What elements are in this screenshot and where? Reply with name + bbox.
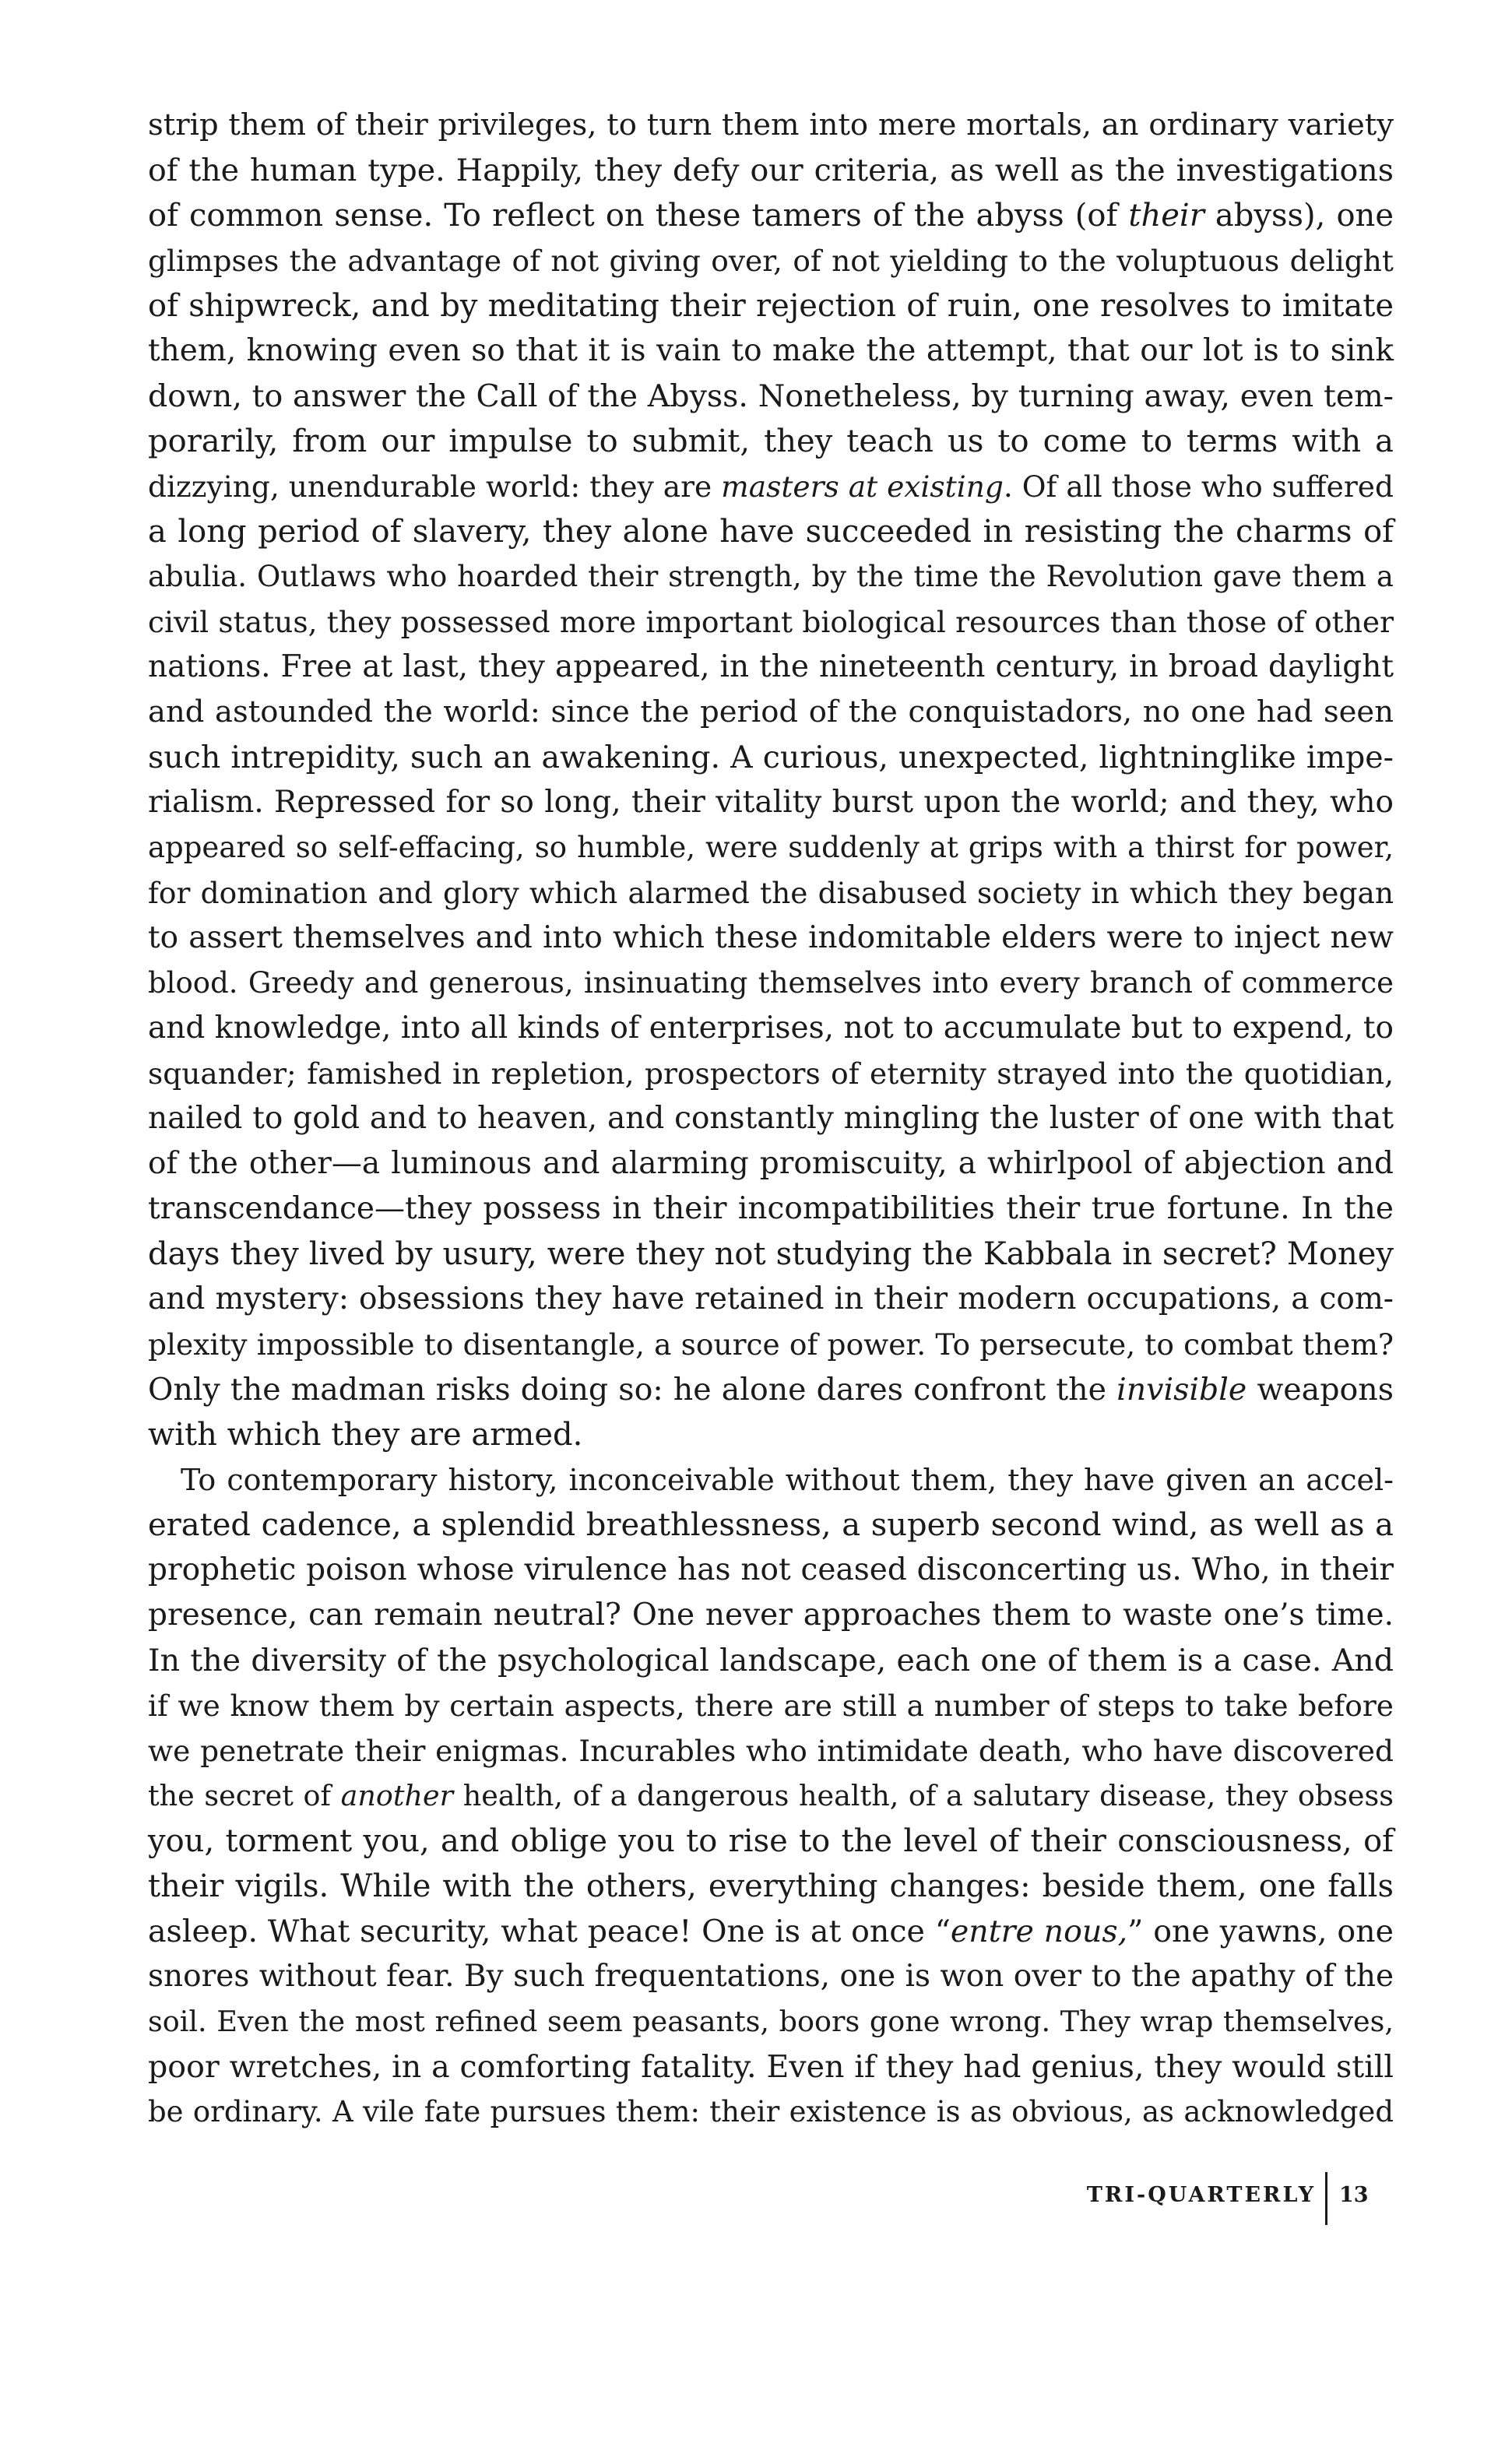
text-line: nailed to gold and to heaven, and constantly mingling the luster of one with that — [148, 1101, 1394, 1136]
text-line: nations. Free at last, they appeared, in the nineteenth century, in broad daylight — [148, 649, 1394, 684]
text-line: of the other—a luminous and alarming promiscuity, a whirlpool of abjection and — [148, 1146, 1394, 1181]
text-line-segment: dizzying, unendurable world: they are — [148, 469, 722, 504]
journal-title: TRI-QUARTERLY — [1086, 2183, 1316, 2207]
text-line-segment: ” one yawns, one — [1127, 1914, 1394, 1949]
text-line — [148, 1773, 1394, 1819]
text-line — [148, 193, 1394, 238]
text-line: transcendance—they possess in their incompatibilities their true fortune. In the — [148, 1191, 1394, 1226]
text-line: prophetic poison whose virulence has not ceased disconcerting us. Who, in their — [148, 1552, 1394, 1587]
text-line-segment: weapons — [1247, 1372, 1394, 1408]
text-line: with which they are armed. — [148, 1417, 583, 1453]
text-line: such intrepidity, such an awakening. A curious, unexpected, lightninglike impe- — [148, 740, 1394, 775]
text-line: and astounded the world: since the period of the conquistadors, no one had seen — [148, 694, 1394, 729]
text-line: squander; famished in repletion, prospectors of eternity strayed into the quotidian, — [148, 1056, 1394, 1091]
page-number: 13 — [1339, 2183, 1369, 2207]
text-line-segment: abyss), one — [1204, 198, 1394, 234]
text-line: rialism. Repressed for so long, their vitality burst upon the world; and they, who — [148, 785, 1394, 820]
text-line-segment: asleep. What security, what peace! One is at once “ — [148, 1914, 951, 1949]
text-line: erated cadence, a splendid breathlessness, a superb second wind, as well as a — [148, 1507, 1394, 1543]
text-line: appeared so self-effacing, so humble, were suddenly at grips with a thirst for power, — [148, 831, 1394, 864]
text-line — [148, 1367, 1394, 1412]
text-line: their vigils. While with the others, everything changes: beside them, one falls — [148, 1868, 1394, 1904]
text-line: soil. Even the most refined seem peasants, boors gone wrong. They wrap themselves, — [148, 2005, 1394, 2038]
text-line: and mystery: obsessions they have retained in their modern occupations, a com- — [148, 1281, 1394, 1316]
text-line: days they lived by usury, were they not studying the Kabbala in secret? Money — [148, 1236, 1394, 1272]
text-line: strip them of their privileges, to turn them into mere mortals, an ordinary variety — [148, 107, 1394, 142]
text-line-segment: the secret of — [148, 1779, 341, 1812]
text-line: civil status, they possessed more important biological resources than those of other — [148, 605, 1394, 639]
text-line: snores without fear. By such frequentations, one is won over to the apathy of the — [148, 1959, 1394, 1994]
italic-phrase: entre nous, — [950, 1914, 1128, 1949]
italic-phrase: masters at existing — [721, 469, 1004, 504]
text-line — [148, 464, 1394, 509]
text-line: down, to answer the Call of the Abyss. Nonetheless, by turning away, even tem- — [148, 378, 1394, 414]
text-line: we penetrate their enigmas. Incurables who intimidate death, who have discovered — [148, 1734, 1394, 1768]
italic-phrase: invisible — [1116, 1372, 1247, 1408]
text-line: of the human type. Happily, they defy our criteria, as well as the investigations — [148, 153, 1394, 188]
text-line: To contemporary history, inconceivable without them, they have given an accel- — [181, 1463, 1394, 1497]
text-line: them, knowing even so that it is vain to make the attempt, that our lot is to sink — [148, 333, 1394, 368]
text-line: and knowledge, into all kinds of enterprises, not to accumulate but to expend, to — [148, 1011, 1394, 1046]
text-line: abulia. Outlaws who hoarded their strength, by the time the Revolution gave them a — [148, 560, 1394, 593]
text-line: of shipwreck, and by meditating their rejection of ruin, one resolves to imitate — [148, 288, 1394, 324]
text-line: presence, can remain neutral? One never approaches them to waste one’s time. — [148, 1598, 1394, 1633]
text-line-segment: of common sense. To reflect on these tamers of the abyss (of — [148, 198, 1129, 234]
text-line-segment: health, of a dangerous health, of a salutary disease, they obsess — [453, 1779, 1394, 1812]
page-footer — [1036, 2172, 1394, 2228]
footer-divider — [1325, 2172, 1327, 2225]
text-line-segment: . Of all those who suffered — [1003, 469, 1394, 504]
text-line: for domination and glory which alarmed the disabused society in which they began — [148, 876, 1394, 910]
text-line: glimpses the advantage of not giving over, of not yielding to the voluptuous delight — [148, 244, 1394, 278]
text-line-segment: Only the madman risks doing so: he alone dares confront the — [148, 1372, 1117, 1408]
text-line: you, torment you, and oblige you to rise to the level of their consciousness, of — [148, 1823, 1394, 1859]
text-line: if we know them by certain aspects, there are still a number of steps to take before — [148, 1689, 1394, 1723]
text-line: In the diversity of the psychological landscape, each one of them is a case. And — [148, 1643, 1394, 1678]
text-line: be ordinary. A vile fate pursues them: their existence is as obvious, as acknowledged — [148, 2095, 1394, 2128]
italic-phrase: another — [340, 1779, 454, 1812]
text-line: a long period of slavery, they alone have succeeded in resisting the charms of — [148, 514, 1394, 550]
text-line: poor wretches, in a comforting fatality. Even if they had genius, they would still — [148, 2049, 1394, 2085]
text-line: plexity impossible to disentangle, a source of power. To persecute, to combat them? — [148, 1327, 1394, 1362]
text-line: blood. Greedy and generous, insinuating themselves into every branch of commerce — [148, 966, 1394, 1000]
text-line: porarily, from our impulse to submit, they teach us to come to terms with a — [148, 424, 1394, 459]
text-line: to assert themselves and into which these indomitable elders were to inject new — [148, 920, 1394, 955]
text-line — [148, 1909, 1394, 1954]
body-text — [148, 103, 1394, 2135]
italic-phrase: their — [1128, 198, 1204, 234]
